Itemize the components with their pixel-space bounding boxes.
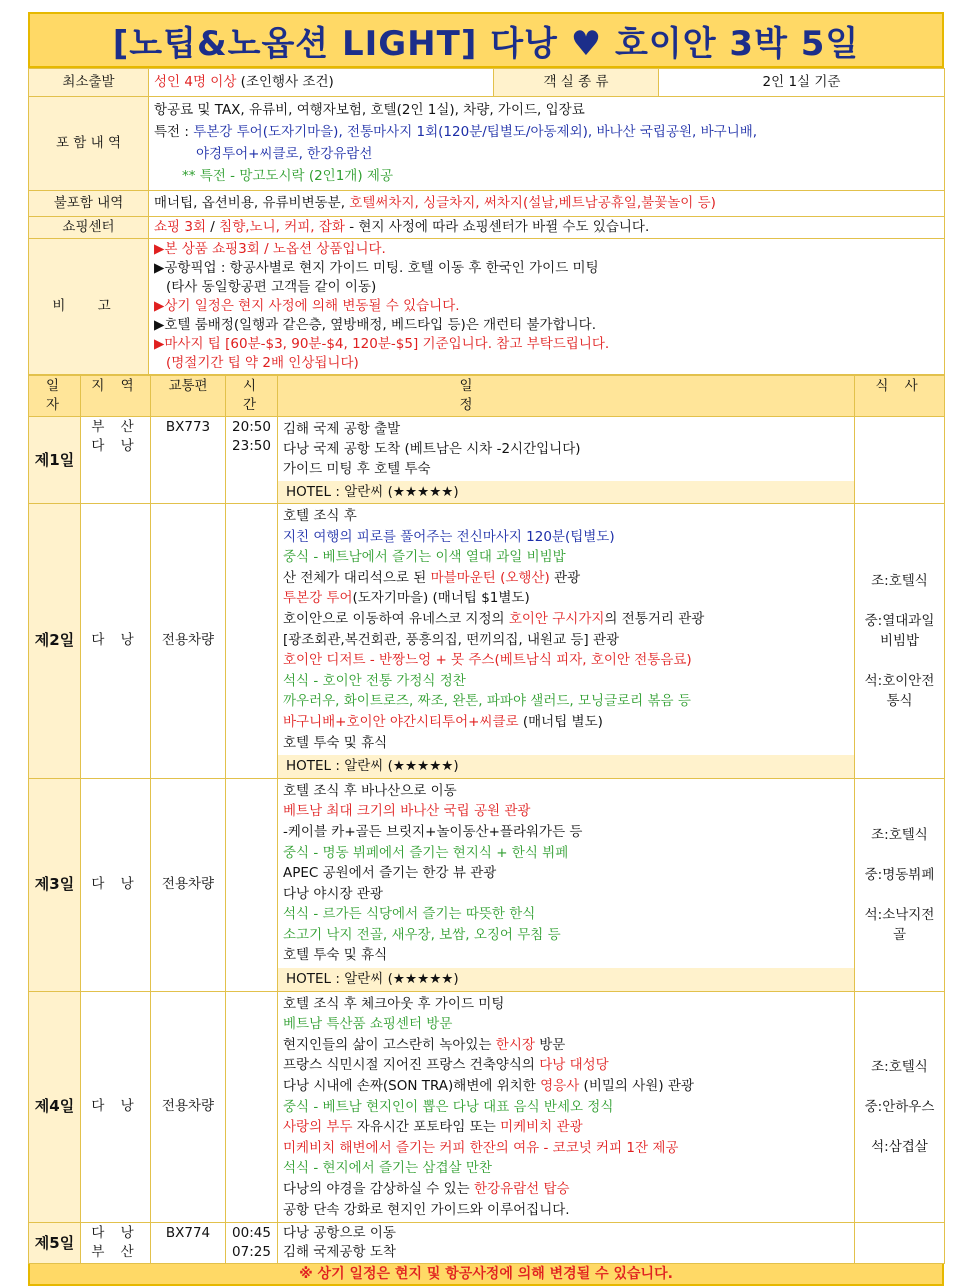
note-line: (명절기간 팁 약 2배 인상됩니다) [166,355,359,371]
day2-label: 제2일 [29,504,81,779]
itinerary-sheet [28,12,944,1286]
excluded-list: 매너팁, 옵션비용, 유류비변동분, 호텔써차지, 싱글차지, 써차지(설날,베트남공휴일,불꽃놀이 등) [149,191,945,217]
day4-label: 제4일 [29,991,81,1223]
day1-meal [855,417,945,504]
day2-meal: 조:호텔식 중:열대과일비빔밥 석:호이안전통식 [855,504,945,779]
day4-region: 다 낭 [81,991,151,1223]
day3-time [226,778,278,991]
benefit-line: 특전 : 투본강 투어(도자기마을), 전통마사지 1회(120분/팁별도/아동제외), 바나산 국립공원, 바구니배, [154,124,758,140]
day5-label: 제5일 [29,1223,81,1264]
day3-region: 다 낭 [81,778,151,991]
day5-time: 00:45 07:25 [226,1223,278,1264]
day3-transport: 전용차량 [151,778,226,991]
day3-label: 제3일 [29,778,81,991]
col-region: 지 역 [81,376,151,417]
note-line: (타사 동일항공편 고객들 같이 이동) [166,279,377,295]
note-line: ▶상기 일정은 현지 사정에 의해 변동될 수 있습니다. [154,298,460,314]
day1-transport: BX773 [151,417,226,504]
min-departure-label: 최소출발 [29,69,149,97]
day2-transport: 전용차량 [151,504,226,779]
col-transport: 교통편 [151,376,226,417]
note-line: ▶공항픽업 : 항공사별로 현지 가이드 미팅. 호텔 이동 후 한국인 가이드 미팅 [154,260,599,276]
day5-transport: BX774 [151,1223,226,1264]
day5-region: 다 낭 부 산 [81,1223,151,1264]
schedule-table [28,375,945,1264]
notes-label: 비 고 [29,239,149,375]
room-type-value: 2인 1실 기준 [659,69,945,97]
note-line: ▶본 상품 쇼핑3회 / 노옵션 상품입니다. [154,241,386,257]
min-departure-value: 성인 4명 이상 (조인행사 조건) [149,69,494,97]
col-time: 시 간 [226,376,278,417]
col-day: 일 자 [29,376,81,417]
day3-meal: 조:호텔식 중:명동뷔페 석:소낙지전골 [855,778,945,991]
shopping-info: 쇼핑 3회 / 침향,노니, 커피, 잡화 - 현지 사정에 따라 쇼핑센터가 바뀔 수도 있습니다. [149,217,945,239]
footer-notice: ※ 상기 일정은 현지 및 항공사정에 의해 변경될 수 있습니다. [28,1264,944,1286]
shopping-label: 쇼핑센터 [29,217,149,239]
note-line: ▶마사지 팁 [60분-$3, 90분-$4, 120분-$5] 기준입니다. 참고 부탁드립니다. [154,336,610,352]
day5-meal [855,1223,945,1264]
day4-schedule: 호텔 조식 후 체크아웃 후 가이드 미팅 베트남 특산품 쇼핑센터 방문 현지인들의 삶이 고스란히 녹아있는 한시장 방문 프랑스 식민시절 지어진 프랑스 건축양식의 다낭 대성당 다낭 시내에 손짜(SON TRA)해변에 위치한 영응사 (비밀의 사원) 관광 중식 - 베트남 현지인이 뽑은 다낭 대표 음식 반세오 정식 사랑의 부두 자유시간 포토타임 또는 미케비치 관광 미케비치 해변에서 즐기는 커피 한잔의 여유 - 코코넛 커피 1잔 제공 석식 - 현지에서 즐기는 삼겹살 만찬 다낭의 야경을 감상하실 수 있는 한강유람선 탑승 공항 단속 강화로 현지인 가이드와 이루어집니다. [278,991,855,1223]
notes-list [149,239,945,375]
col-schedule: 일 정 [278,376,855,417]
special-benefit: ** 특전 - 망고도시락 (2인1개) 제공 [182,168,393,184]
info-table [28,68,945,375]
included-label: 포 함 내 역 [29,97,149,191]
day1-schedule: 김해 국제 공항 출발 다낭 국제 공항 도착 (베트남은 시차 -2시간입니다) 가이드 미팅 후 호텔 투숙 HOTEL : 알란씨 (★★★★★) [278,417,855,504]
day3-hotel: HOTEL : 알란씨 (★★★★★) [278,968,854,991]
day1-region: 부 산 다 낭 [81,417,151,504]
day1-label: 제1일 [29,417,81,504]
benefit-line-cont: 야경투어+씨클로, 한강유람선 [196,146,373,162]
day4-meal: 조:호텔식 중:안하우스 석:삼겹살 [855,991,945,1223]
excluded-label: 불포함 내역 [29,191,149,217]
day2-schedule: 호텔 조식 후 지친 여행의 피로를 풀어주는 전신마사지 120분(팁별도) 중식 - 베트남에서 즐기는 이색 열대 과일 비빔밥 산 전체가 대리석으로 된 마블마운틴 (오행산) 관광 투본강 투어(도자기마을) (매너팁 $1별도) 호이안으로 이동하여 유네스코 지정의 호이안 구시가지의 전통거리 관광 [광조회관,복건회관, 풍흥의집, 떤끼의집, 내원교 등] 관광 호이안 디저트 - 반짱느엉 + 못 주스(베트남식 피자, 호이안 전통음료) 석식 - 호이안 전통 가정식 정찬 까우러우, 화이트로즈, 짜조, 완톤, 파파야 샐러드, 모닝글로리 볶음 등 바구니배+호이안 야간시티투어+씨클로 (매너팁 별도) 호텔 투숙 및 휴식 HOTEL : 알란씨 (★★★★★) [278,504,855,779]
day1-time: 20:50 23:50 [226,417,278,504]
day1-hotel: HOTEL : 알란씨 (★★★★★) [278,481,854,503]
col-meal: 식 사 [855,376,945,417]
day2-region: 다 낭 [81,504,151,779]
day5-schedule: 다낭 공항으로 이동 김해 국제공항 도착 [278,1223,855,1264]
page-title: [노팁&노옵션 LIGHT] 다낭 ♥ 호이안 3박 5일 [28,12,944,68]
room-type-label: 객 실 종 류 [494,69,659,97]
included-line: 항공료 및 TAX, 유류비, 여행자보험, 호텔(2인 1실), 차량, 가이드, 입장료 [154,102,585,118]
day2-hotel: HOTEL : 알란씨 (★★★★★) [278,755,854,778]
day2-time [226,504,278,779]
note-line: ▶호텔 룸배정(일행과 같은층, 옆방배정, 베드타입 등)은 개런티 불가합니다. [154,317,597,333]
day4-transport: 전용차량 [151,991,226,1223]
day3-schedule: 호텔 조식 후 바나산으로 이동 베트남 최대 크기의 바나산 국립 공원 관광 -케이블 카+골든 브릿지+놀이동산+플라워가든 등 중식 - 명동 뷔페에서 즐기는 현지식 + 한식 뷔페 APEC 공원에서 즐기는 한강 뷰 관광 다낭 야시장 관광 석식 - 르가든 식당에서 즐기는 따뜻한 한식 소고기 낙지 전골, 새우장, 보쌈, 오징어 무침 등 호텔 투숙 및 휴식 HOTEL : 알란씨 (★★★★★) [278,778,855,991]
included-list [149,97,945,191]
day4-time [226,991,278,1223]
